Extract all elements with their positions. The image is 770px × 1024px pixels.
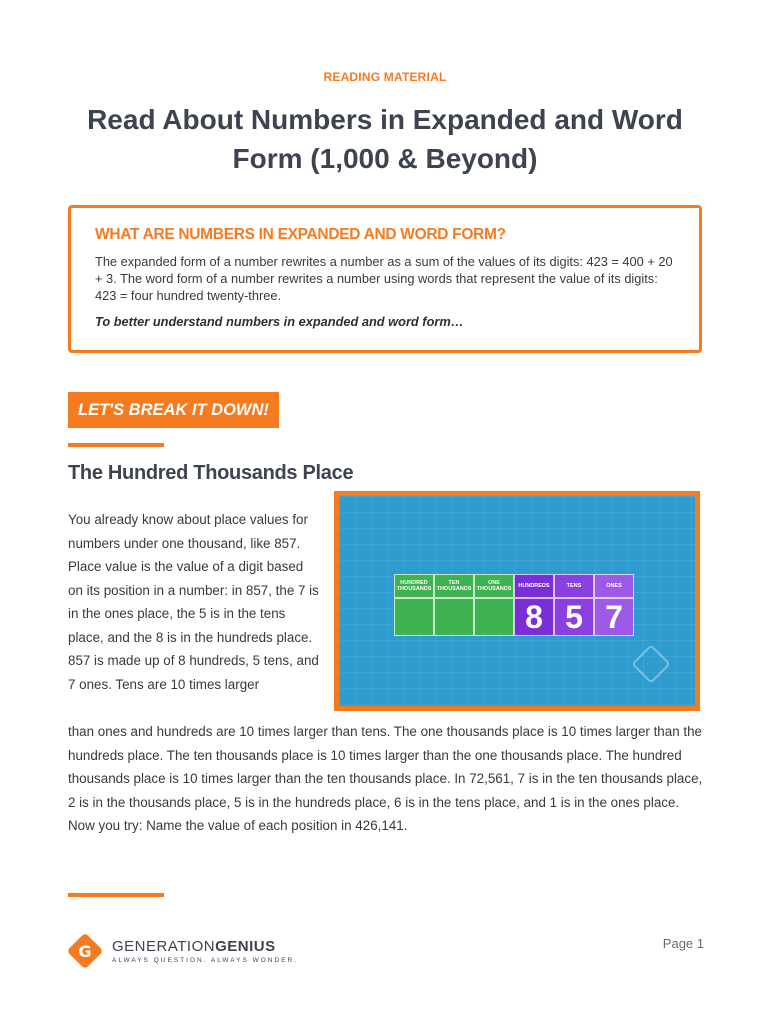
pv-column: [514, 574, 554, 636]
pv-column: [594, 574, 634, 636]
callout-body: The expanded form of a number rewrites a number as a sum of the values of its digits: 423 = 400 + 20 + 3. The word form of a number rewrites a number using words that represent the value of its digits: 423 = four hundred twenty-three.: [95, 254, 673, 303]
pv-header: ONE THOUSANDS: [474, 574, 514, 598]
place-value-figure: [334, 491, 700, 711]
pv-header: TENS: [554, 574, 594, 598]
page-number: Page 1: [662, 936, 704, 951]
brand-tagline: ALWAYS QUESTION. ALWAYS WONDER.: [112, 957, 298, 964]
section-title: The Hundred Thousands Place: [68, 462, 354, 484]
divider-rule: [68, 893, 164, 897]
pv-column: [434, 574, 474, 636]
definition-callout: [68, 205, 702, 353]
pv-column: [474, 574, 514, 636]
brand-name-bold: GENIUS: [215, 938, 276, 955]
pv-digit: 5: [554, 598, 594, 636]
brand-text: [112, 938, 298, 964]
pv-digit: [394, 598, 434, 636]
divider-rule: [68, 443, 164, 447]
section-badge: LET'S BREAK IT DOWN!: [68, 392, 279, 428]
brand-name: [112, 938, 298, 955]
pv-column: [554, 574, 594, 636]
pv-digit: [434, 598, 474, 636]
pv-header: ONES: [594, 574, 634, 598]
page-title: Read About Numbers in Expanded and Word Form (1,000 & Beyond): [87, 104, 683, 174]
pv-header: HUNDREDS: [514, 574, 554, 598]
pv-header: HUNDRED THOUSANDS: [394, 574, 434, 598]
brand-name-light: GENERATION: [112, 938, 216, 955]
callout-heading: WHAT ARE NUMBERS IN EXPANDED AND WORD FORM?: [95, 226, 506, 243]
pv-column: [394, 574, 434, 636]
pv-digit: 7: [594, 598, 634, 636]
callout-emphasis: To better understand numbers in expanded and word form…: [95, 314, 464, 329]
section-body-left: You already know about place values for numbers under one thousand, like 857. Place value is the value of a digit based on its position in a number: in 857, the 7 is in the ones place, the 5 is in the tens place, and the 8 is in the hundreds place. 857 is made up of 8 hundreds, 5 tens, and 7 ones. Tens are 10 times larger: [68, 512, 319, 692]
section-body-full: than ones and hundreds are 10 times larger than tens. The one thousands place is 10 times larger than the hundreds place. The ten thousands place is 10 times larger than the one thousands place. The hundred thousands place is 10 times larger than the ten thousands place. In 72,561, 7 is in the ten thousands place, 2 is in the thousands place, 5 is in the hundreds place, 6 is in the tens place, and 1 is in the ones place. Now you try: Name the value of each position in 426,141.: [68, 724, 703, 833]
svg-text:G: G: [78, 942, 92, 961]
watermark-logo-icon: [631, 644, 671, 684]
brand-logo: [66, 932, 298, 970]
pv-digit: [474, 598, 514, 636]
pv-digit: 8: [514, 598, 554, 636]
place-value-table: [394, 574, 634, 636]
pv-header: TEN THOUSANDS: [434, 574, 474, 598]
brand-mark-icon: [66, 932, 104, 970]
eyebrow-label: READING MATERIAL: [323, 70, 447, 84]
